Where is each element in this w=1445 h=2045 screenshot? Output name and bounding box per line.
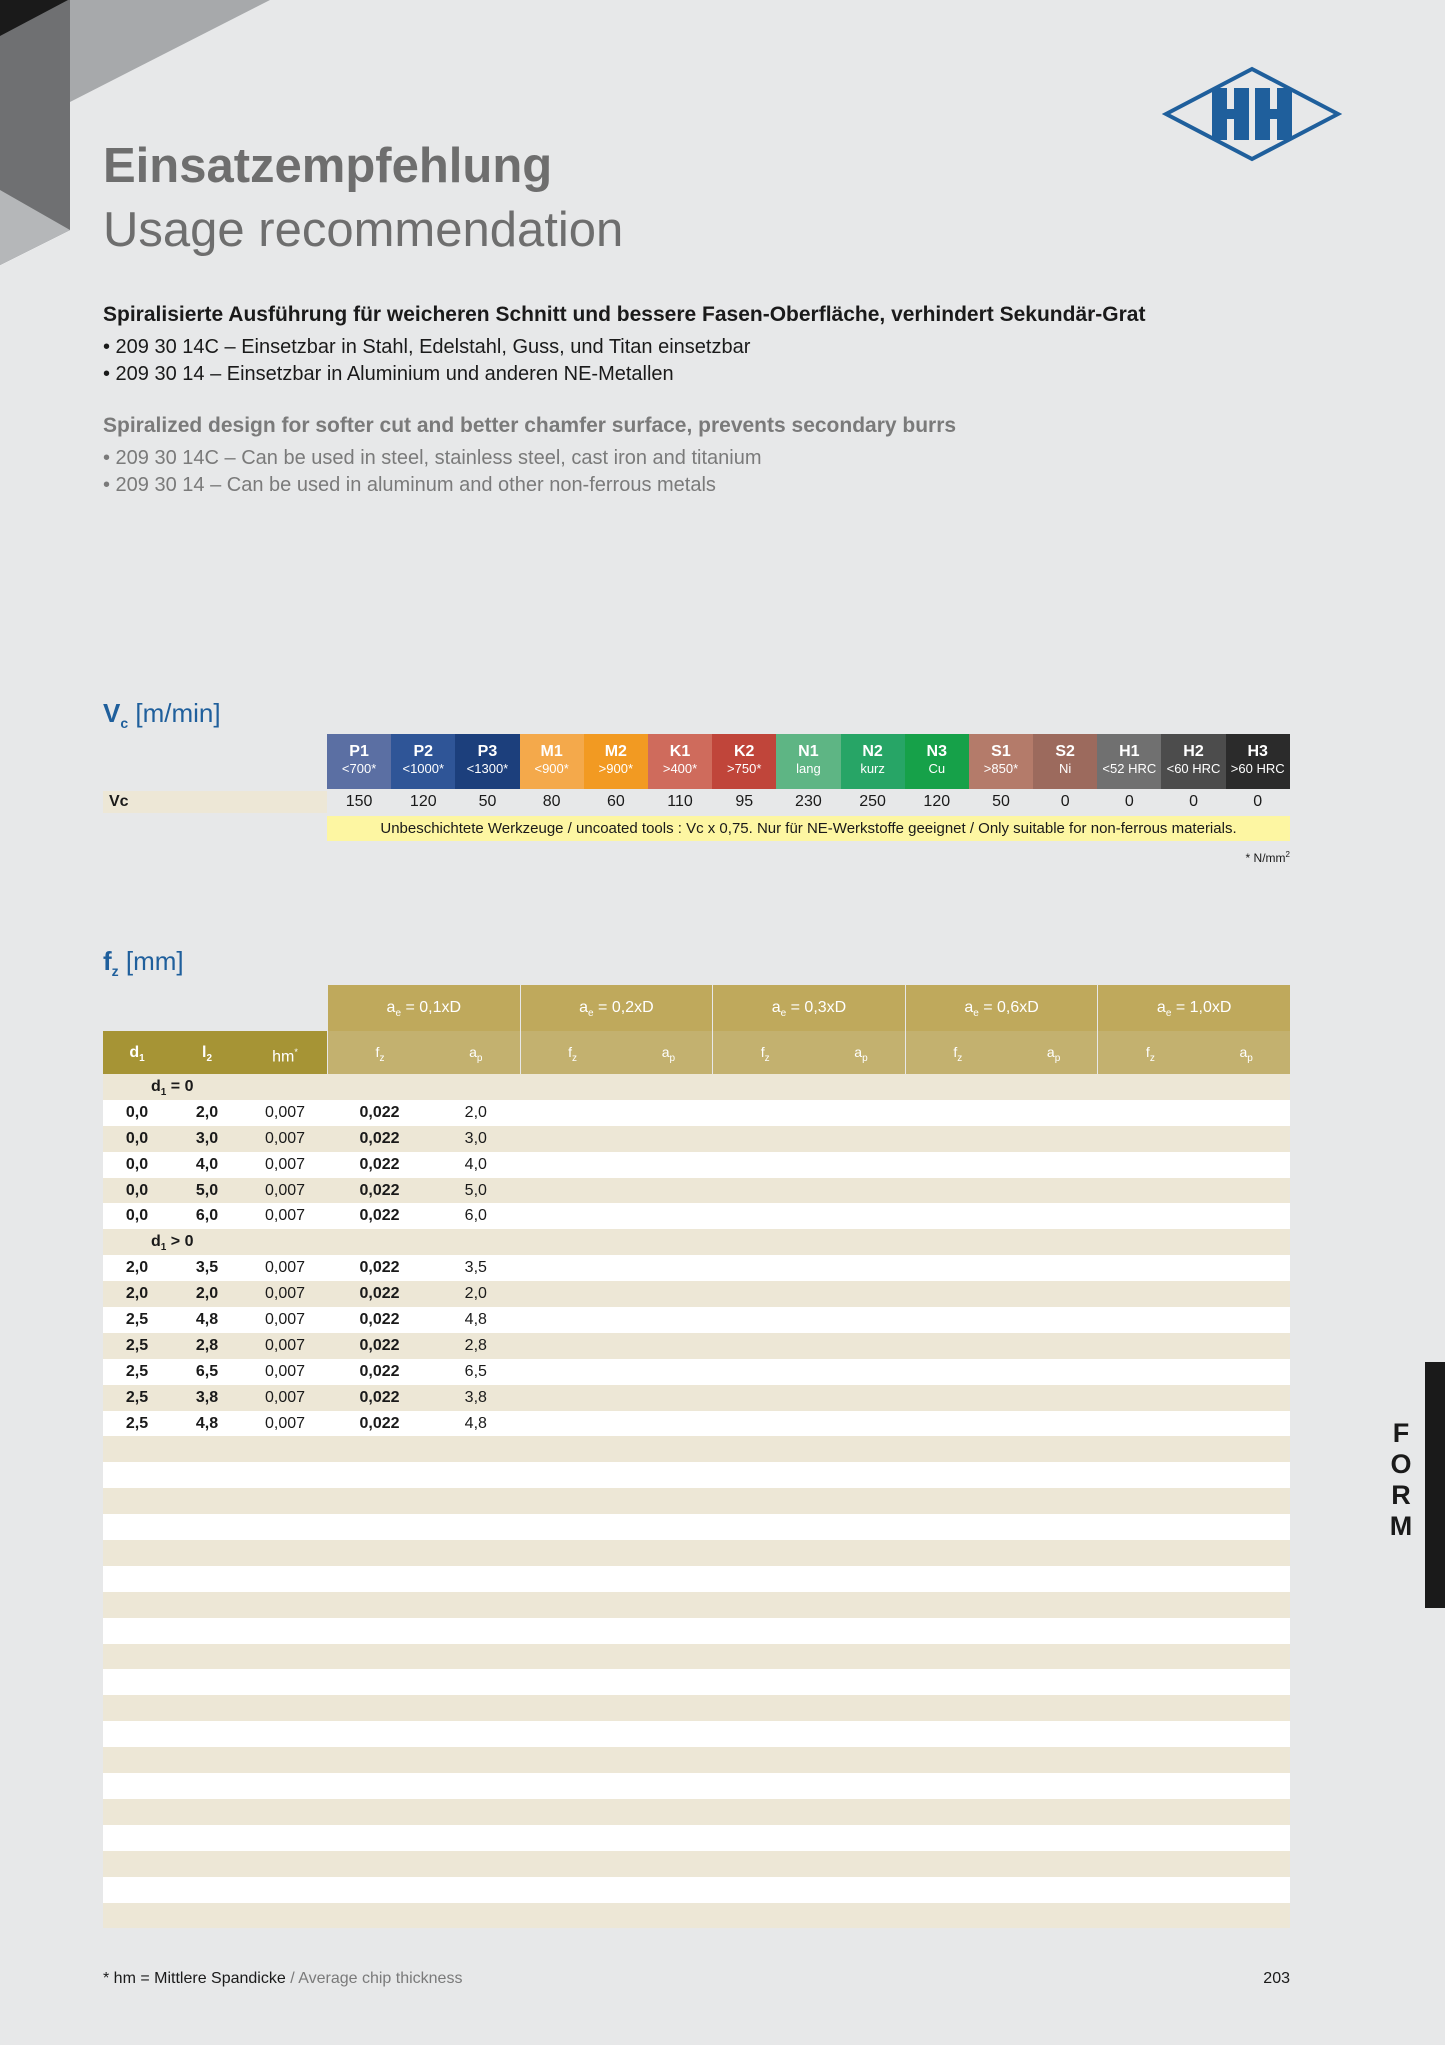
material-sub: >400* [662,761,698,776]
table-row [103,1100,1290,1126]
ae-value: = 0,6xD [983,999,1039,1016]
side-letter: O [1390,1449,1412,1479]
ae-sub: e [780,1008,787,1020]
cell-ap: 4,0 [464,1155,487,1173]
table-row [103,1281,1290,1307]
vc-section-title [103,698,221,731]
col-l2 [171,1031,243,1074]
material-k1 [648,734,712,789]
cell-ap: 4,8 [464,1311,487,1329]
vc-value: 120 [923,793,951,810]
vc-value: 0 [1253,793,1263,810]
material-s1 [969,734,1033,789]
col-fz-sub: z [379,1052,385,1064]
ae-sub: e [588,1008,594,1020]
table-row [103,1385,1290,1411]
intro-bullet-de-2: • 209 30 14 – Einsetzbar in Aluminium und anderen NE-Metallen [103,363,674,385]
vc-value: 250 [859,793,886,810]
cell-fz: 0,022 [359,1311,400,1329]
col-ap [432,1031,520,1074]
fz-table [103,985,1290,1928]
cell-ap: 2,0 [464,1103,487,1121]
unit-note [1200,850,1290,865]
empty-row [103,1566,1290,1592]
cell-l2: 3,0 [195,1129,219,1147]
table-row [103,1178,1290,1204]
material-sub: >900* [598,761,634,776]
cell-l2: 2,8 [195,1336,219,1354]
material-code: N2 [862,743,883,760]
ae-header [905,985,1098,1031]
vc-value: 120 [409,793,437,810]
cell-hm: 0,007 [264,1362,306,1380]
col-ap [1010,1031,1098,1074]
intro-bullet-en-2: • 209 30 14 – Can be used in aluminum and other non-ferrous metals [103,474,716,496]
col-fz-main: f [760,1044,765,1060]
material-sub: lang [796,761,821,776]
page-title-de: Einsatzempfehlung [103,139,553,193]
col-ap-main: a [1046,1044,1055,1060]
unit-note-sup: 2 [1285,850,1290,859]
cell-d1: 2,0 [125,1285,149,1303]
cell-l2: 4,0 [195,1155,219,1173]
ae-prefix: a [1156,999,1166,1016]
ae-header [327,985,520,1031]
cell-hm: 0,007 [264,1207,306,1225]
empty-row [103,1514,1290,1540]
col-ap-sub: p [1054,1052,1061,1064]
material-m2 [584,734,648,789]
col-d1-sub: 1 [139,1053,145,1065]
material-sub: Cu [928,761,946,776]
group-label [103,1074,327,1100]
table-row [103,1333,1290,1359]
material-code: H1 [1119,743,1140,760]
col-hm-main: hm [272,1048,295,1066]
empty-row [103,1903,1290,1929]
cell-fz: 0,022 [359,1285,400,1303]
ae-sub: e [1165,1008,1172,1020]
material-sub: >60 HRC [1230,761,1285,776]
vc-value: 150 [345,793,373,810]
group-row [103,1074,1290,1100]
empty-row [103,1851,1290,1877]
intro-bullet-en-1: • 209 30 14C – Can be used in steel, stainless steel, cast iron and titanium [103,447,762,469]
cell-ap: 4,8 [464,1414,487,1432]
material-code: S2 [1055,743,1075,760]
side-tab [1425,1362,1445,1608]
cell-d1: 2,0 [125,1259,149,1277]
cell-fz: 0,022 [359,1129,400,1147]
col-d1-main: d [129,1044,140,1061]
material-h2 [1161,734,1225,789]
col-ap-main: a [661,1044,670,1060]
ae-prefix: a [579,999,589,1016]
empty-row [103,1695,1290,1721]
cell-ap: 3,8 [464,1388,487,1406]
fz-title-main: f [103,946,112,976]
intro-heading-de: Spiralisierte Ausführung für weicheren Schnitt und bessere Fasen-Oberfläche, verhindert Sekundär-Grat [103,303,1146,326]
empty-row [103,1540,1290,1566]
col-fz [520,1031,625,1074]
empty-row [103,1877,1290,1903]
cell-fz: 0,022 [359,1103,400,1121]
vc-value: 110 [667,793,693,810]
material-n1 [776,734,840,789]
cell-d1: 2,5 [125,1336,149,1354]
material-code: M1 [540,743,563,760]
ae-header [712,985,905,1031]
ae-sub: e [973,1008,979,1020]
intro-text [103,303,1283,499]
cell-d1: 0,0 [125,1207,149,1225]
cell-hm: 0,007 [264,1155,306,1173]
ae-header [1097,985,1290,1031]
material-n2 [841,734,905,789]
ae-value: = 0,1xD [405,999,462,1016]
group-main: d [151,1078,161,1095]
empty-row [103,1462,1290,1488]
ae-value: = 0,2xD [598,999,654,1016]
col-ap-main: a [469,1044,477,1060]
col-fz-sub: z [1149,1052,1155,1064]
fz-table-body [103,1074,1290,1928]
col-fz [327,1031,432,1074]
empty-row [103,1799,1290,1825]
material-p1 [327,734,391,789]
cell-ap: 6,5 [464,1362,487,1380]
table-row [103,1203,1290,1229]
material-sub: <700* [341,761,377,776]
group-rest: > 0 [166,1233,194,1251]
cell-ap: 3,0 [464,1129,487,1147]
col-ap-main: a [1239,1044,1248,1060]
intro-bullet-de-1: • 209 30 14C – Einsetzbar in Stahl, Edelstahl, Guss, und Titan einsetzbar [103,336,751,358]
vc-value: 95 [735,793,754,810]
vc-values [327,791,1290,813]
fz-section-title [103,946,184,979]
material-n3 [905,734,969,789]
material-code: K2 [733,743,755,760]
cell-hm: 0,007 [264,1388,306,1406]
group-row [103,1229,1290,1255]
fz-title-sub: z [111,963,119,980]
footer-en: / Average chip thickness [285,1970,463,1987]
empty-row [103,1669,1290,1695]
column-header-row [103,1031,1290,1074]
unit-note-text: * N/mm [1245,851,1286,865]
footer-note [103,1970,462,1988]
group-main: d [151,1233,161,1251]
material-sub: <1000* [402,761,445,776]
cell-fz: 0,022 [359,1414,400,1432]
cell-l2: 2,0 [195,1103,219,1121]
group-sub: 1 [160,1242,167,1254]
ae-value: = 1,0xD [1175,999,1232,1016]
material-sub: <52 HRC [1102,761,1157,776]
vc-note: Unbeschichtete Werkzeuge / uncoated tools : Vc x 0,75. Nur für NE-Werkstoffe geeignet / Only suitable for non-ferrous materials. [327,816,1290,841]
cell-d1: 0,0 [125,1129,149,1147]
side-letter: F [1392,1418,1410,1448]
col-ap-sub: p [862,1052,868,1064]
side-letter: R [1391,1480,1411,1510]
ae-header-row [327,985,1290,1031]
cell-ap: 2,8 [464,1336,487,1354]
cell-hm: 0,007 [264,1414,306,1432]
vc-value: 0 [1060,793,1070,810]
material-code: M2 [604,743,627,760]
material-code: P1 [349,743,369,760]
col-fz [1097,1031,1202,1074]
material-code: N1 [798,743,819,760]
intro-heading-en: Spiralized design for softer cut and better chamfer surface, prevents secondary burrs [103,414,957,437]
vc-value: 0 [1189,793,1198,810]
page-number: 203 [1263,1970,1290,1987]
cell-fz: 0,022 [359,1336,400,1354]
material-code: N3 [926,743,947,760]
col-fz [905,1031,1010,1074]
cell-l2: 6,0 [195,1207,219,1225]
cell-fz: 0,022 [359,1155,400,1173]
col-ap [625,1031,713,1074]
col-ap-main: a [854,1044,863,1060]
cell-l2: 4,8 [195,1311,219,1329]
cell-d1: 2,5 [125,1311,149,1329]
cell-d1: 2,5 [125,1414,149,1432]
vc-row-label: Vc [103,791,327,813]
page-title-en: Usage recommendation [103,203,624,257]
material-sub: <900* [534,761,569,776]
material-code: S1 [991,743,1011,760]
col-ap-sub: p [476,1052,483,1064]
cell-d1: 2,5 [125,1362,149,1380]
material-code: P2 [413,743,434,760]
col-l2-main: l [201,1044,207,1061]
table-row [103,1152,1290,1178]
col-fz-main: f [568,1044,573,1060]
material-p2 [391,734,455,789]
material-m1 [520,734,584,789]
table-row [103,1126,1290,1152]
vc-title-main: V [103,698,121,728]
vc-value: 50 [478,793,497,810]
material-h3 [1226,734,1290,789]
cell-l2: 2,0 [195,1285,219,1303]
material-h1 [1097,734,1161,789]
material-code: H2 [1183,743,1204,760]
cell-d1: 0,0 [125,1103,149,1121]
cell-d1: 0,0 [125,1155,149,1173]
cell-d1: 0,0 [125,1181,149,1199]
vc-value-row [103,791,1290,813]
col-ap-sub: p [669,1052,676,1064]
material-sub: >750* [727,761,762,776]
empty-row [103,1436,1290,1462]
group-label [103,1229,327,1255]
footer-de: * hm = Mittlere Spandicke [103,1970,286,1987]
vc-value: 230 [795,793,822,810]
cell-l2: 6,5 [195,1362,219,1380]
material-header-row [327,734,1290,789]
cell-ap: 3,5 [464,1259,487,1277]
col-fz-main: f [375,1044,380,1060]
cell-fz: 0,022 [359,1388,400,1406]
cell-hm: 0,007 [264,1129,306,1147]
ae-prefix: a [386,999,396,1016]
group-sub: 1 [160,1087,167,1099]
empty-row [103,1592,1290,1618]
material-sub: >850* [983,761,1019,776]
material-sub: Ni [1059,761,1072,776]
group-rest: = 0 [166,1078,194,1095]
fz-title-unit: [mm] [118,946,184,976]
cell-hm: 0,007 [264,1285,306,1303]
material-code: P3 [477,743,498,760]
material-k2 [712,734,776,789]
material-p3 [455,734,519,789]
ae-header [520,985,713,1031]
cell-l2: 4,8 [195,1414,219,1432]
empty-row [103,1747,1290,1773]
col-fz-main: f [1145,1044,1150,1060]
empty-row [103,1773,1290,1799]
empty-row [103,1825,1290,1851]
material-sub: <1300* [466,761,509,776]
material-sub: kurz [860,761,885,776]
cell-fz: 0,022 [359,1181,400,1199]
material-s2 [1033,734,1097,789]
cell-hm: 0,007 [264,1103,306,1121]
vc-value: 0 [1124,793,1134,810]
material-sub: <60 HRC [1166,761,1221,776]
cell-fz: 0,022 [359,1362,400,1380]
ae-prefix: a [771,999,781,1016]
cell-ap: 5,0 [464,1181,487,1199]
table-row [103,1411,1290,1437]
ae-prefix: a [964,999,974,1016]
empty-row [103,1618,1290,1644]
empty-row [103,1721,1290,1747]
cell-hm: 0,007 [264,1336,306,1354]
vc-value: 80 [542,793,561,810]
col-fz [712,1031,817,1074]
cell-d1: 2,5 [125,1388,149,1406]
cell-fz: 0,022 [359,1259,400,1277]
col-l2-sub: 2 [206,1053,212,1065]
side-letter: M [1389,1511,1413,1541]
col-fz-sub: z [572,1052,578,1064]
hh-logo [1162,66,1342,162]
material-code: H3 [1247,743,1268,760]
cell-ap: 6,0 [464,1207,487,1225]
col-d1 [103,1031,171,1074]
vc-title-sub: c [120,715,129,732]
empty-row [103,1488,1290,1514]
vc-title-unit: [m/min] [128,698,221,728]
material-code: K1 [669,743,691,760]
table-row [103,1359,1290,1385]
col-hm [243,1031,327,1074]
empty-row [103,1644,1290,1670]
col-hm-sup: * [294,1047,298,1057]
cell-l2: 3,8 [195,1388,219,1406]
vc-value: 50 [992,793,1010,810]
ae-sub: e [395,1008,401,1020]
cell-l2: 5,0 [195,1181,219,1199]
col-ap-sub: p [1247,1052,1253,1064]
col-fz-main: f [953,1044,958,1060]
cell-l2: 3,5 [195,1259,219,1277]
side-tab-label [1383,1418,1419,1542]
cell-hm: 0,007 [264,1311,306,1329]
ae-value: = 0,3xD [790,999,847,1016]
vc-value: 60 [606,793,625,810]
cell-hm: 0,007 [264,1259,306,1277]
cell-fz: 0,022 [359,1207,400,1225]
col-ap [1202,1031,1290,1074]
table-row [103,1255,1290,1281]
col-fz-sub: z [957,1052,963,1064]
table-row [103,1307,1290,1333]
col-fz-sub: z [764,1052,770,1064]
cell-ap: 2,0 [464,1285,487,1303]
cell-hm: 0,007 [264,1181,306,1199]
col-ap [817,1031,905,1074]
